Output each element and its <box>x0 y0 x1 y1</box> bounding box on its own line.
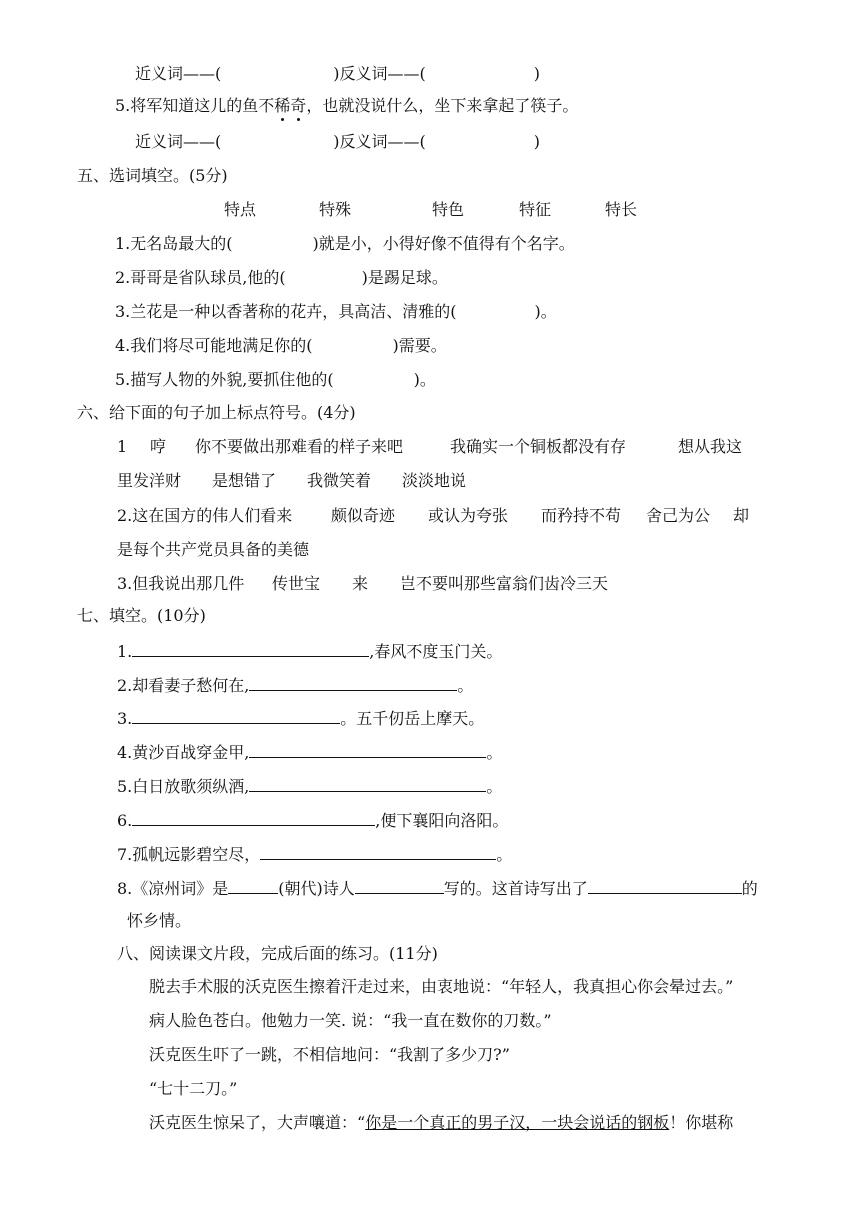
dotted-char: 奇 <box>290 96 307 115</box>
paragraph-text: ！你堪称 <box>669 1113 734 1132</box>
item-text: )需要。 <box>392 336 447 355</box>
sentence-fragment: 是每个共产党员具备的美德 <box>117 540 310 559</box>
item-text: (朝代)诗人 <box>278 879 355 898</box>
passage-paragraph: 脱去手术服的沃克医生擦着汗走过来，由衷地说：“年轻人，我真担心你会晕过去。” <box>149 977 734 996</box>
poem-fill-item <box>117 809 508 831</box>
antonym-label: 反义词——( <box>339 64 426 83</box>
answer-blank[interactable] <box>260 843 496 860</box>
sentence-fragment: 岂不要叫那些富翁们齿冷三天 <box>400 574 609 593</box>
sentence-fragment: 我微笑着 <box>307 471 372 490</box>
section-title: 七、填空。(10分) <box>77 606 206 625</box>
item-text: 5.描写人物的外貌,要抓住他的( <box>115 370 334 389</box>
item-text: 3.兰花是一种以香著称的花卉，具高洁、清雅的( <box>115 302 457 321</box>
item-text: ,春风不度玉门关。 <box>369 642 503 661</box>
item-text: 。五千仞岳上摩天。 <box>340 709 485 728</box>
word-option: 特长 <box>605 200 638 219</box>
paren-close: ) <box>333 64 340 83</box>
underlined-sentence: 你是一个真正的男子汉，一块会说话的钢板 <box>365 1113 670 1132</box>
answer-blank[interactable] <box>132 640 369 657</box>
item-text: 4.我们将尽可能地满足你的( <box>115 336 313 355</box>
sentence-fragment: 里发洋财 <box>117 471 182 490</box>
answer-blank[interactable] <box>249 775 486 792</box>
answer-blank-poet[interactable] <box>355 877 444 894</box>
passage-paragraph <box>149 1113 733 1133</box>
poem-fill-item-8 <box>117 877 758 899</box>
poem-fill-item <box>117 775 502 797</box>
item-text: 5.白日放歌须纵酒, <box>117 777 250 796</box>
fill-item <box>115 234 575 254</box>
item-text: )是踢足球。 <box>361 268 448 287</box>
synonym-antonym-row-2 <box>135 132 540 152</box>
answer-blank-dynasty[interactable] <box>228 877 278 894</box>
word-option: 特殊 <box>319 200 352 219</box>
item-text: )就是小，小得好像不值得有个名字。 <box>312 234 575 253</box>
item-text: 写的。这首诗写出了 <box>443 879 588 898</box>
answer-blank[interactable] <box>249 741 486 758</box>
sentence-fragment: 来 <box>352 574 369 593</box>
dotted-char: 稀 <box>274 96 291 115</box>
item-text: ,便下襄阳向洛阳。 <box>375 811 509 830</box>
poem-fill-item <box>117 741 502 763</box>
sentence-fragment: 颇似奇迹 <box>331 506 396 525</box>
poem-fill-item-8-cont: 怀乡情。 <box>127 911 192 930</box>
word-option: 特点 <box>224 200 257 219</box>
paren-close: ) <box>333 132 340 151</box>
item-text: 。 <box>486 743 503 762</box>
item-text: 2.哥哥是省队球员,他的( <box>115 268 286 287</box>
sentence-fragment: 我确实一个铜板都没有存 <box>450 437 627 456</box>
item-number: 3. <box>117 709 133 728</box>
item-text: 的 <box>741 879 758 898</box>
poem-fill-item <box>117 707 484 729</box>
synonym-antonym-row-1 <box>135 64 540 84</box>
passage-paragraph: 沃克医生吓了一跳，不相信地问：“我割了多少刀?” <box>149 1045 510 1064</box>
item-text: )。 <box>534 302 557 321</box>
sentence-fragment: 你不要做出那难看的样子来吧 <box>195 437 404 456</box>
item-text: 5.将军知道这儿的鱼不 <box>115 96 275 115</box>
answer-blank-theme[interactable] <box>588 877 742 894</box>
fill-item <box>115 336 447 356</box>
answer-blank[interactable] <box>132 809 375 826</box>
fill-item <box>115 268 448 288</box>
item-text: 2.却看妻子愁何在, <box>117 676 250 695</box>
paren-close: ) <box>533 64 540 83</box>
paren-close: ) <box>533 132 540 151</box>
sentence-fragment: 哼 <box>150 437 167 456</box>
sentence-fragment: 或认为夸张 <box>428 506 509 525</box>
section-title: 六、给下面的句子加上标点符号。(4分) <box>77 403 356 422</box>
section-title: 五、选词填空。(5分) <box>77 166 228 185</box>
sentence-fragment: 是想错了 <box>212 471 277 490</box>
poem-fill-item <box>117 674 473 696</box>
antonym-label: 反义词——( <box>339 132 426 151</box>
section-title: 八、阅读课文片段，完成后面的练习。(11分) <box>117 944 438 963</box>
synonym-label: 近义词——( <box>135 132 222 151</box>
question-4-item-5 <box>115 96 578 116</box>
answer-blank[interactable] <box>132 707 340 724</box>
item-text: )。 <box>413 370 436 389</box>
sentence-fragment: 舍己为公 <box>646 506 711 525</box>
poem-fill-item <box>117 640 502 662</box>
sentence-fragment: 3.但我说出那几件 <box>117 574 245 593</box>
item-text: ，也就没说什么，坐下来拿起了筷子。 <box>306 96 579 115</box>
word-option: 特征 <box>519 200 552 219</box>
item-text: 1.无名岛最大的( <box>115 234 233 253</box>
answer-blank[interactable] <box>249 674 457 691</box>
item-text: 7.孤帆远影碧空尽， <box>117 845 261 864</box>
item-number: 1. <box>117 642 133 661</box>
sentence-fragment: 想从我这 <box>678 437 743 456</box>
sentence-fragment: 2.这在国方的伟人们看来 <box>117 506 293 525</box>
fill-item <box>115 302 557 322</box>
poem-fill-item <box>117 843 512 865</box>
sentence-fragment: 传世宝 <box>272 574 321 593</box>
paragraph-text: 沃克医生惊呆了，大声嚷道：“ <box>149 1113 366 1132</box>
sentence-fragment: 淡淡地说 <box>402 471 467 490</box>
item-text: 。 <box>486 777 503 796</box>
item-text: 。 <box>496 845 513 864</box>
sentence-fragment: 而矜持不苟 <box>541 506 622 525</box>
synonym-label: 近义词——( <box>135 64 222 83</box>
item-number: 6. <box>117 811 133 830</box>
sentence-fragment: 却 <box>733 506 750 525</box>
item-text: 4.黄沙百战穿金甲, <box>117 743 250 762</box>
item-text: 8.《凉州词》是 <box>117 879 229 898</box>
item-text: 。 <box>457 676 474 695</box>
sentence-fragment: 1 <box>117 437 128 456</box>
word-option: 特色 <box>432 200 465 219</box>
fill-item <box>115 370 436 390</box>
passage-paragraph: “七十二刀。” <box>149 1079 238 1098</box>
passage-paragraph: 病人脸色苍白。他勉力一笑. 说：“我一直在数你的刀数。” <box>149 1011 552 1030</box>
